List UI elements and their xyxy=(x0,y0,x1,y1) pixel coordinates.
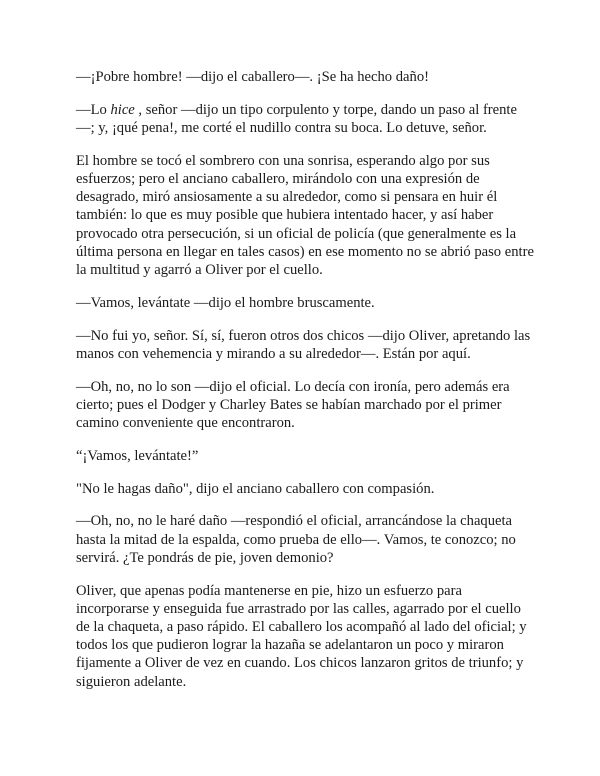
paragraph-4: —Vamos, levántate —dijo el hombre bruscamente. xyxy=(76,294,375,311)
paragraph-9: —Oh, no, no le haré daño —respondió el oficial, arrancándose la chaqueta hasta la mitad de la espalda, como prueba de ello—. Vamos, te conozco; no servirá. ¿Te pondrás de pie, joven demonio? xyxy=(76,513,516,566)
paragraph-7: “¡Vamos, levántate!” xyxy=(76,447,199,464)
paragraph-6: —Oh, no, no lo son —dijo el oficial. Lo decía con ironía, pero además era cierto; pues el Dodger y Charley Bates se habían marchado por el primer camino conveniente que encontraron. xyxy=(76,378,510,432)
paragraph-5: —No fui yo, señor. Sí, sí, fueron otros dos chicos —dijo Oliver, apretando las manos con vehemencia y mirando a su alrededor—. Están por aquí. xyxy=(76,327,531,362)
paragraph-2 xyxy=(76,101,536,137)
paragraph-1: —¡Pobre hombre! —dijo el caballero—. ¡Se ha hecho daño! xyxy=(76,69,429,85)
paragraph-8: "No le hagas daño", dijo el anciano caballero con compasión. xyxy=(76,480,435,497)
paragraph-10: Oliver, que apenas podía mantenerse en pie, hizo un esfuerzo para incorporarse y enseguida fue arrastrado por las calles, agarrado por el cuello de la chaqueta, a paso rápido. El caballero los acompañó al lado del oficial; y todos los que pudieron lograr la hazaña se adelantaron un poco y miraron fijamente a Oliver de vez en cuando. Los chicos lanzaron gritos de triunfo; y siguieron adelante. xyxy=(76,582,527,690)
paragraph-3: El hombre se tocó el sombrero con una sonrisa, esperando algo por sus esfuerzos; pero el anciano caballero, mirándolo con una expresión de desagrado, miró ansiosamente a su alrededor, como si pensara en huir él también: lo que es muy posible que hubiera intentado hacer, y así haber provocado otra persecución, si un oficial de policía (que generalmente es la última persona en llegar en tales casos) en ese momento no se abrió paso entre la multitud y agarró a Oliver por el cuello. xyxy=(76,152,534,279)
document-page xyxy=(76,68,536,705)
paragraph-2-start: —Lo xyxy=(76,101,111,118)
paragraph-2-rest: , señor —dijo un tipo corpulento y torpe, dando un paso al frente —; y, ¡qué pena!, me corté el nudillo contra su boca. Lo detuve, señor. xyxy=(76,101,517,136)
emphasized-word: hice xyxy=(110,101,135,118)
